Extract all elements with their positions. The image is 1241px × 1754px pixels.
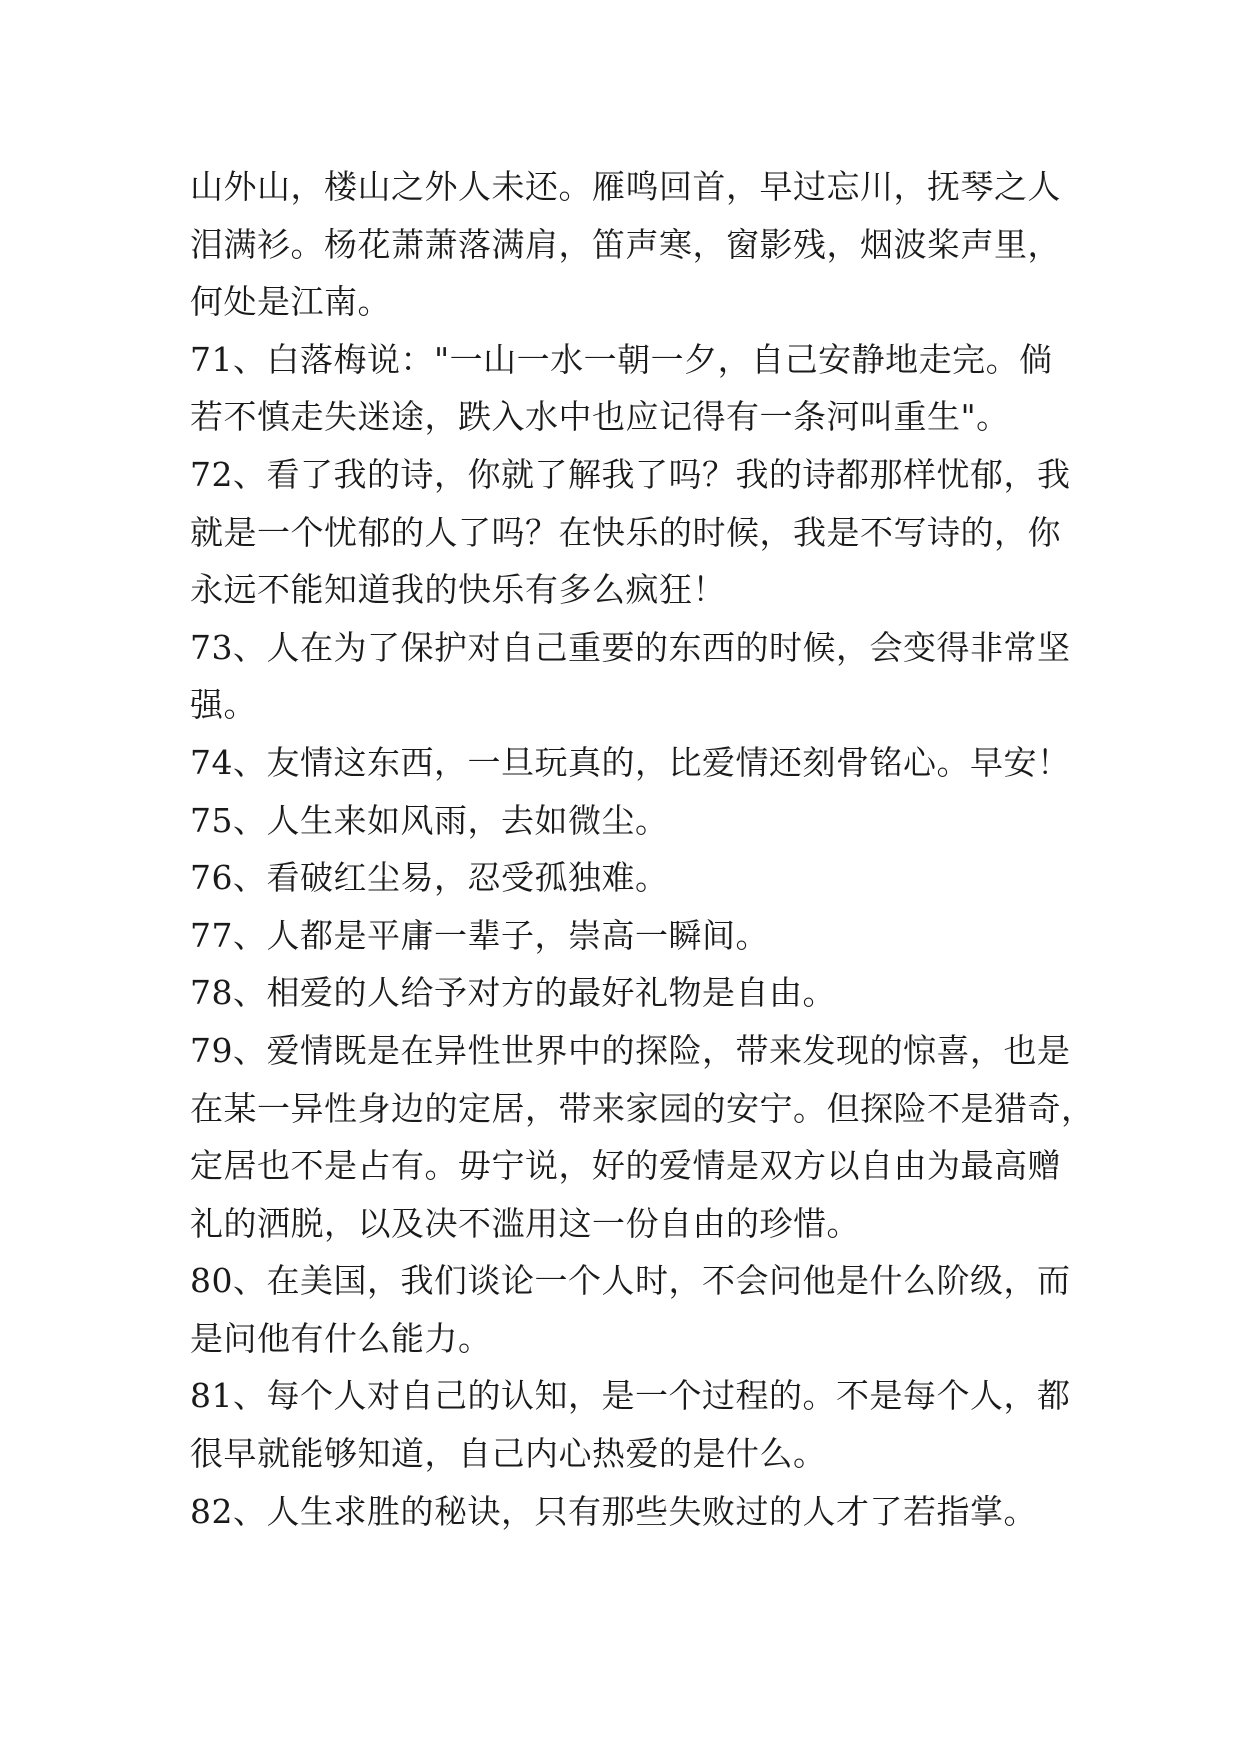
paragraph-74 xyxy=(190,734,1070,792)
text-line: 77、人都是平庸一辈子，崇高一瞬间。 xyxy=(190,915,769,955)
text-line: 71、白落梅说："一山一水一朝一夕，自己安静地走完。倘 xyxy=(190,339,1053,379)
paragraph-77 xyxy=(190,907,1070,965)
paragraph-73 xyxy=(190,619,1070,734)
text-line: 定居也不是占有。毋宁说，好的爱情是双方以自由为最高赠 xyxy=(190,1146,1061,1186)
paragraph-82 xyxy=(190,1483,1070,1541)
text-line: 泪满衫。杨花萧萧落满肩，笛声寒，窗影残，烟波桨声里， xyxy=(190,224,1061,264)
paragraph-79 xyxy=(190,1022,1095,1252)
text-line: 75、人生来如风雨，去如微尘。 xyxy=(190,800,669,840)
text-line: 若不慎走失迷途，跌入水中也应记得有一条河叫重生"。 xyxy=(190,397,1010,437)
paragraph-76 xyxy=(190,849,1070,907)
text-line: 72、看了我的诗，你就了解我了吗？我的诗都那样忧郁，我 xyxy=(190,454,1071,494)
paragraph-78 xyxy=(190,964,1070,1022)
text-line: 76、看破红尘易，忍受孤独难。 xyxy=(190,858,669,898)
paragraph-71 xyxy=(190,331,1070,446)
document-body xyxy=(190,158,1095,1540)
text-line: 礼的洒脱，以及决不滥用这一份自由的珍惜。 xyxy=(190,1203,860,1243)
text-line: 79、爱情既是在异性世界中的探险，带来发现的惊喜，也是 xyxy=(190,1030,1071,1070)
text-line: 山外山，楼山之外人未还。雁鸣回首，早过忘川，抚琴之人 xyxy=(190,167,1061,206)
paragraph-poem xyxy=(190,158,1070,331)
text-line: 80、在美国，我们谈论一个人时，不会问他是什么阶级，而 xyxy=(190,1261,1071,1301)
text-line: 78、相爱的人给予对方的最好礼物是自由。 xyxy=(190,973,836,1013)
text-line: 81、每个人对自己的认知，是一个过程的。不是每个人，都 xyxy=(190,1376,1071,1416)
paragraph-81 xyxy=(190,1367,1070,1482)
text-line: 就是一个忧郁的人了吗？在快乐的时候，我是不写诗的，你 xyxy=(190,512,1061,552)
text-line: 永远不能知道我的快乐有多么疯狂！ xyxy=(190,570,726,610)
text-line: 82、人生求胜的秘诀，只有那些失败过的人才了若指掌。 xyxy=(190,1491,1037,1531)
paragraph-75 xyxy=(190,792,1070,850)
text-line: 74、友情这东西，一旦玩真的，比爱情还刻骨铭心。早安！ xyxy=(190,742,1071,782)
text-line: 在某一异性身边的定居，带来家园的安宁。但探险不是猎奇， xyxy=(190,1088,1095,1128)
paragraph-80 xyxy=(190,1252,1070,1367)
text-line: 73、人在为了保护对自己重要的东西的时候，会变得非常坚 xyxy=(190,627,1071,667)
text-line: 是问他有什么能力。 xyxy=(190,1318,492,1358)
text-line: 强。 xyxy=(190,685,257,725)
paragraph-72 xyxy=(190,446,1070,619)
text-line: 很早就能够知道，自己内心热爱的是什么。 xyxy=(190,1434,827,1474)
text-line: 何处是江南。 xyxy=(190,282,391,322)
